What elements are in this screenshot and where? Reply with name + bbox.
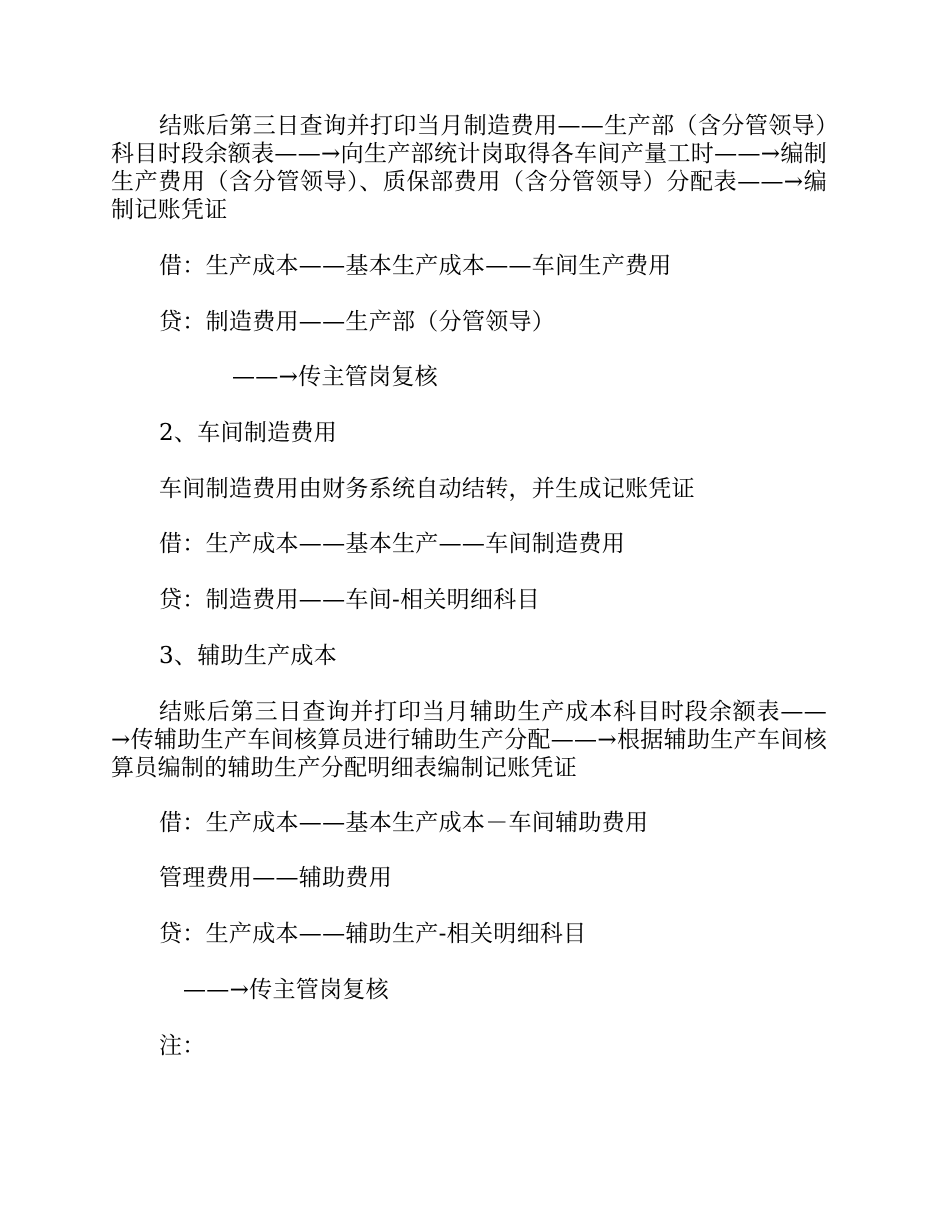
transfer-to-supervisor-review-2: ——→传主管岗复核 <box>183 977 389 1003</box>
credit-entry-manufacturing-cost: 贷：制造费用——生产部（分管领导） <box>159 309 556 335</box>
debit-entry-auxiliary-cost: 借：生产成本——基本生产成本－车间辅助费用 <box>159 810 649 836</box>
credit-entry-auxiliary-detail: 贷：生产成本——辅助生产-相关明细科目 <box>159 921 587 947</box>
paragraph-auxiliary-procedure: 结账后第三日查询并打印当月辅助生产成本科目时段余额表——→传辅助生产车间核算员进行辅助生产分配——→根据辅助生产车间核算员编制的辅助生产分配明细表编制记账凭证 <box>111 699 827 781</box>
debit-entry-management-cost: 管理费用——辅助费用 <box>159 865 392 891</box>
section-heading-workshop-manufacturing-cost: 2、车间制造费用 <box>159 420 338 446</box>
paragraph-workshop-auto-transfer: 车间制造费用由财务系统自动结转，并生成记账凭证 <box>159 476 695 502</box>
section-heading-auxiliary-production-cost: 3、辅助生产成本 <box>159 643 338 669</box>
debit-entry-workshop-manufacturing: 借：生产成本——基本生产——车间制造费用 <box>159 531 625 557</box>
credit-entry-workshop-detail: 贷：制造费用——车间-相关明细科目 <box>159 587 540 613</box>
debit-entry-production-cost: 借：生产成本——基本生产成本——车间生产费用 <box>159 253 672 279</box>
transfer-to-supervisor-review: ——→传主管岗复核 <box>232 364 438 390</box>
paragraph-manufacturing-cost-procedure: 结账后第三日查询并打印当月制造费用——生产部（含分管领导）科目时段余额表——→向生产部统计岗取得各车间产量工时——→编制生产费用（含分管领导）、质保部费用（含分管领导）分配表——→编制记账凭证 <box>111 113 827 223</box>
note-label: 注： <box>159 1033 206 1059</box>
